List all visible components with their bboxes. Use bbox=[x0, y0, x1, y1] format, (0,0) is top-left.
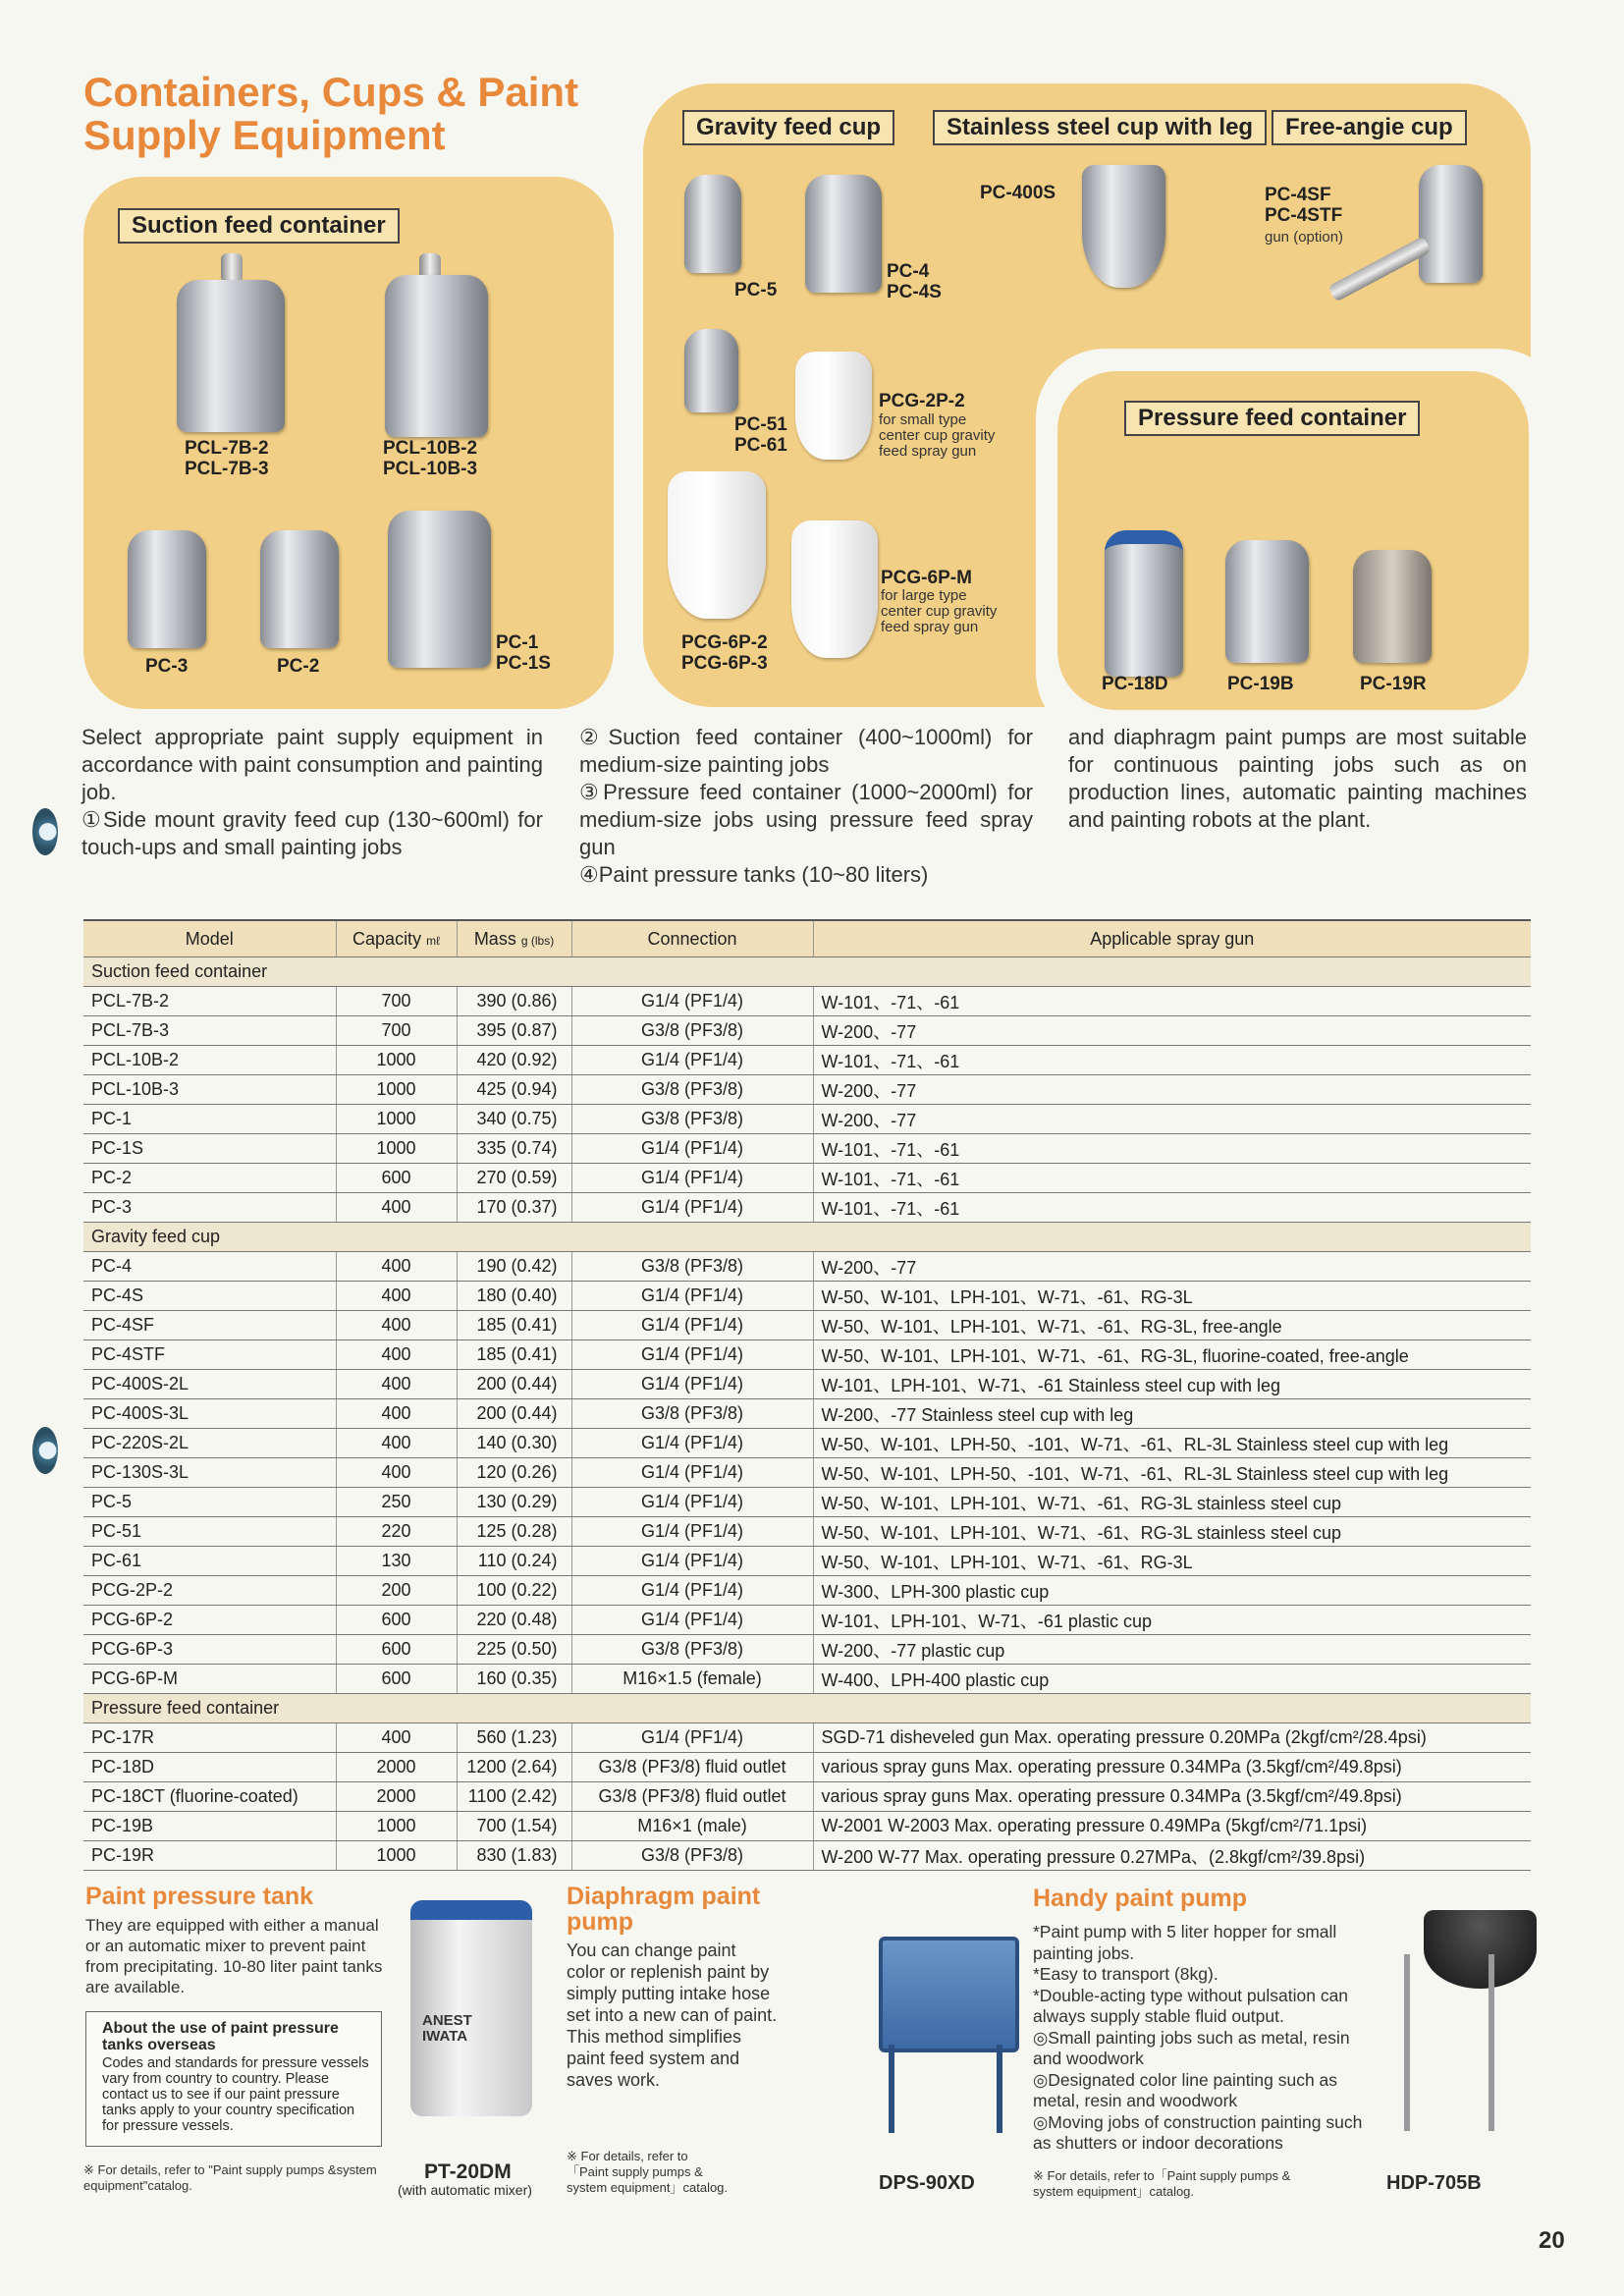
cell-mass: 700 (1.54) bbox=[457, 1812, 571, 1841]
cell-model: PC-2 bbox=[83, 1164, 336, 1193]
pressure-tank-image bbox=[410, 1900, 532, 2116]
cup-image-pcg6p2 bbox=[668, 471, 766, 619]
cell-mass: 395 (0.87) bbox=[457, 1016, 571, 1046]
product-label-pc5: PC-5 bbox=[734, 280, 778, 301]
pump-leg bbox=[889, 2045, 894, 2133]
cell-connection: G3/8 (PF3/8) bbox=[571, 1075, 813, 1105]
cell-gun: W-101、-71、-61 bbox=[813, 1046, 1531, 1075]
title-line-2: Supply Equipment bbox=[83, 112, 446, 158]
cell-mass: 390 (0.86) bbox=[457, 987, 571, 1016]
cell-model: PC-5 bbox=[83, 1488, 336, 1517]
product-label-pc3: PC-3 bbox=[145, 656, 189, 677]
cell-capacity: 2000 bbox=[336, 1782, 457, 1812]
index-tab-icon bbox=[32, 1427, 58, 1474]
table-header-row bbox=[83, 920, 1531, 957]
handy-footnote: ※ For details, refer to「Paint supply pumps & system equipment」catalog. bbox=[1033, 2168, 1291, 2199]
tank-title: Paint pressure tank bbox=[85, 1883, 314, 1910]
cell-model: PCG-6P-2 bbox=[83, 1606, 336, 1635]
cell-capacity: 1000 bbox=[336, 1075, 457, 1105]
cell-gun: various spray guns Max. operating pressure 0.34MPa (3.5kgf/cm²/49.8psi) bbox=[813, 1753, 1531, 1782]
cell-gun: W-50、W-101、LPH-101、W-71、-61、RG-3L stainless steel cup bbox=[813, 1517, 1531, 1547]
diaphragm-model: DPS-90XD bbox=[879, 2172, 975, 2194]
index-tab-icon bbox=[32, 808, 58, 855]
table-row bbox=[83, 1399, 1531, 1429]
product-label-pcl10b: PCL-10B-2 PCL-10B-3 bbox=[383, 438, 478, 479]
cell-gun: W-50、W-101、LPH-101、W-71、-61、RG-3L, free-angle bbox=[813, 1311, 1531, 1340]
cell-mass: 200 (0.44) bbox=[457, 1399, 571, 1429]
product-label-pcg6p2: PCG-6P-2 PCG-6P-3 bbox=[681, 632, 768, 674]
table-section-title: Gravity feed cup bbox=[83, 1223, 1531, 1252]
cell-mass: 1200 (2.64) bbox=[457, 1753, 571, 1782]
cell-capacity: 600 bbox=[336, 1665, 457, 1694]
cell-mass: 1100 (2.42) bbox=[457, 1782, 571, 1812]
cell-gun: W-50、W-101、LPH-50、-101、W-71、-61、RL-3L Stainless steel cup with leg bbox=[813, 1429, 1531, 1458]
spec-table bbox=[83, 919, 1531, 1871]
container-image-pc1 bbox=[388, 511, 491, 668]
product-label-pcg2p2: PCG-2P-2 bbox=[879, 391, 965, 411]
table-row bbox=[83, 1164, 1531, 1193]
cell-mass: 130 (0.29) bbox=[457, 1488, 571, 1517]
cell-model: PC-4S bbox=[83, 1282, 336, 1311]
cell-capacity: 400 bbox=[336, 1370, 457, 1399]
cell-gun: W-200、-77 bbox=[813, 1016, 1531, 1046]
container-image-pcl7b bbox=[177, 280, 285, 432]
cell-capacity: 400 bbox=[336, 1252, 457, 1282]
cell-connection: G3/8 (PF3/8) bbox=[571, 1105, 813, 1134]
cell-model: PCL-10B-2 bbox=[83, 1046, 336, 1075]
tank-body: They are equipped with either a manual or an automatic mixer to prevent paint from precipitating. 10-80 liter paint tanks are available. bbox=[85, 1916, 383, 1996]
container-image-pc19b bbox=[1225, 540, 1309, 663]
table-row bbox=[83, 1812, 1531, 1841]
cell-capacity: 600 bbox=[336, 1635, 457, 1665]
table-section-row bbox=[83, 1223, 1531, 1252]
cell-connection: G1/4 (PF1/4) bbox=[571, 1046, 813, 1075]
container-lid bbox=[221, 253, 243, 283]
pressure-panel-label: Pressure feed container bbox=[1124, 401, 1420, 436]
cup-image-pc5 bbox=[684, 175, 741, 273]
freeangle-panel-label: Free-angie cup bbox=[1272, 110, 1467, 145]
cell-connection: G1/4 (PF1/4) bbox=[571, 1370, 813, 1399]
cell-model: PCL-7B-3 bbox=[83, 1016, 336, 1046]
table-row bbox=[83, 1340, 1531, 1370]
cell-mass: 220 (0.48) bbox=[457, 1606, 571, 1635]
table-row bbox=[83, 1134, 1531, 1164]
container-image-pc18d bbox=[1105, 530, 1183, 677]
cell-gun: W-101、LPH-101、W-71、-61 Stainless steel cup with leg bbox=[813, 1370, 1531, 1399]
cell-model: PC-18D bbox=[83, 1753, 336, 1782]
cup-image-pc400s bbox=[1082, 165, 1165, 288]
product-note-pcg6pm: for large type center cup gravity feed spray gun bbox=[881, 587, 998, 635]
product-label-pc2: PC-2 bbox=[277, 656, 320, 677]
table-row bbox=[83, 1517, 1531, 1547]
pump-leg bbox=[997, 2045, 1002, 2133]
cell-connection: G1/4 (PF1/4) bbox=[571, 1134, 813, 1164]
cell-capacity: 600 bbox=[336, 1164, 457, 1193]
brand-logo: ANEST IWATA bbox=[422, 2012, 472, 2045]
cell-gun: SGD-71 disheveled gun Max. operating pressure 0.20MPa (2kgf/cm²/28.4psi) bbox=[813, 1723, 1531, 1753]
col-header-connection: Connection bbox=[571, 920, 813, 957]
handy-pump-frame-image bbox=[1404, 1954, 1494, 2131]
cell-connection: G1/4 (PF1/4) bbox=[571, 987, 813, 1016]
cup-image-pc4 bbox=[805, 175, 882, 293]
container-image-pc3 bbox=[128, 530, 206, 648]
table-row bbox=[83, 1606, 1531, 1635]
product-label-pc4sf: PC-4SF PC-4STF bbox=[1265, 185, 1343, 226]
cell-gun: W-200、-77 plastic cup bbox=[813, 1635, 1531, 1665]
container-image-pc19r bbox=[1353, 550, 1432, 663]
cell-connection: G1/4 (PF1/4) bbox=[571, 1164, 813, 1193]
tank-footnote: ※ For details, refer to "Paint supply pumps &system equipment"catalog. bbox=[83, 2162, 377, 2193]
cell-model: PC-18CT (fluorine-coated) bbox=[83, 1782, 336, 1812]
table-row bbox=[83, 1723, 1531, 1753]
cell-capacity: 600 bbox=[336, 1606, 457, 1635]
product-label-pc19r: PC-19R bbox=[1360, 674, 1427, 694]
cell-model: PCL-10B-3 bbox=[83, 1075, 336, 1105]
cell-mass: 100 (0.22) bbox=[457, 1576, 571, 1606]
table-row bbox=[83, 987, 1531, 1016]
cell-connection: G1/4 (PF1/4) bbox=[571, 1723, 813, 1753]
intro-column-3: and diaphragm paint pumps are most suitable for continuous painting jobs such as on production lines, automatic painting machines and painting robots at the plant. bbox=[1068, 725, 1527, 832]
product-label-pcg6pm: PCG-6P-M bbox=[881, 568, 972, 588]
col-header-model: Model bbox=[83, 920, 336, 957]
cell-connection: G1/4 (PF1/4) bbox=[571, 1340, 813, 1370]
cell-gun: W-50、W-101、LPH-101、W-71、-61、RG-3L, fluorine-coated, free-angle bbox=[813, 1340, 1531, 1370]
cell-model: PC-220S-2L bbox=[83, 1429, 336, 1458]
cell-mass: 425 (0.94) bbox=[457, 1075, 571, 1105]
diaphragm-pump-image bbox=[879, 1937, 1019, 2052]
cell-connection: G1/4 (PF1/4) bbox=[571, 1576, 813, 1606]
cell-capacity: 130 bbox=[336, 1547, 457, 1576]
cell-connection: G1/4 (PF1/4) bbox=[571, 1547, 813, 1576]
cell-connection: G3/8 (PF3/8) bbox=[571, 1399, 813, 1429]
cell-connection: G1/4 (PF1/4) bbox=[571, 1193, 813, 1223]
table-section-row bbox=[83, 957, 1531, 987]
table-row bbox=[83, 1458, 1531, 1488]
cell-model: PC-19B bbox=[83, 1812, 336, 1841]
cell-gun: W-200、-77 Stainless steel cup with leg bbox=[813, 1399, 1531, 1429]
cell-gun: W-101、-71、-61 bbox=[813, 1164, 1531, 1193]
cell-model: PC-19R bbox=[83, 1841, 336, 1871]
cell-mass: 120 (0.26) bbox=[457, 1458, 571, 1488]
handy-title: Handy paint pump bbox=[1033, 1885, 1248, 1912]
product-label-pcl7b: PCL-7B-2 PCL-7B-3 bbox=[185, 438, 269, 479]
cell-mass: 170 (0.37) bbox=[457, 1193, 571, 1223]
diaphragm-footnote: ※ For details, refer to 「Paint supply pumps & system equipment」catalog. bbox=[567, 2149, 729, 2195]
cell-connection: G3/8 (PF3/8) bbox=[571, 1841, 813, 1871]
cell-model: PCG-6P-M bbox=[83, 1665, 336, 1694]
product-note-gun: gun (option) bbox=[1265, 229, 1344, 246]
cell-mass: 200 (0.44) bbox=[457, 1370, 571, 1399]
cell-connection: G3/8 (PF3/8) bbox=[571, 1252, 813, 1282]
cell-mass: 225 (0.50) bbox=[457, 1635, 571, 1665]
table-row bbox=[83, 1429, 1531, 1458]
cell-capacity: 400 bbox=[336, 1311, 457, 1340]
cell-capacity: 1000 bbox=[336, 1812, 457, 1841]
cell-gun: W-50、W-101、LPH-101、W-71、-61、RG-3L bbox=[813, 1282, 1531, 1311]
cell-capacity: 400 bbox=[336, 1399, 457, 1429]
container-image-pc2 bbox=[260, 530, 339, 648]
table-row bbox=[83, 1576, 1531, 1606]
cell-connection: G1/4 (PF1/4) bbox=[571, 1429, 813, 1458]
cell-model: PC-4STF bbox=[83, 1340, 336, 1370]
cell-gun: W-200、-77 bbox=[813, 1252, 1531, 1282]
tank-notice-body: Codes and standards for pressure vessels vary from country to country. Please contact us to see if our paint pressure tanks apply to your country specification for pressure vessels. bbox=[102, 2055, 369, 2134]
cell-mass: 185 (0.41) bbox=[457, 1311, 571, 1340]
cell-capacity: 1000 bbox=[336, 1134, 457, 1164]
table-row bbox=[83, 1782, 1531, 1812]
cell-model: PC-4 bbox=[83, 1252, 336, 1282]
cell-connection: M16×1.5 (female) bbox=[571, 1665, 813, 1694]
tank-notice-box bbox=[85, 2011, 382, 2147]
cell-connection: G1/4 (PF1/4) bbox=[571, 1517, 813, 1547]
table-row bbox=[83, 1016, 1531, 1046]
cell-model: PCL-7B-2 bbox=[83, 987, 336, 1016]
cell-capacity: 2000 bbox=[336, 1753, 457, 1782]
table-row bbox=[83, 1193, 1531, 1223]
handy-model: HDP-705B bbox=[1386, 2172, 1482, 2194]
table-row bbox=[83, 1046, 1531, 1075]
cell-gun: various spray guns Max. operating pressure 0.34MPa (3.5kgf/cm²/49.8psi) bbox=[813, 1782, 1531, 1812]
table-row bbox=[83, 1753, 1531, 1782]
table-row bbox=[83, 1841, 1531, 1871]
stainless-panel-label: Stainless steel cup with leg bbox=[933, 110, 1267, 145]
container-image-pcl10b bbox=[385, 275, 488, 437]
cell-capacity: 400 bbox=[336, 1282, 457, 1311]
cell-gun: W-101、-71、-61 bbox=[813, 987, 1531, 1016]
cell-mass: 340 (0.75) bbox=[457, 1105, 571, 1134]
cell-model: PC-51 bbox=[83, 1517, 336, 1547]
cell-gun: W-200 W-77 Max. operating pressure 0.27MPa、(2.8kgf/cm²/39.8psi) bbox=[813, 1841, 1531, 1871]
cell-model: PC-1 bbox=[83, 1105, 336, 1134]
cell-gun: W-300、LPH-300 plastic cup bbox=[813, 1576, 1531, 1606]
table-row bbox=[83, 1105, 1531, 1134]
cell-mass: 110 (0.24) bbox=[457, 1547, 571, 1576]
cell-mass: 830 (1.83) bbox=[457, 1841, 571, 1871]
cell-model: PC-3 bbox=[83, 1193, 336, 1223]
diaphragm-body: You can change paint color or replenish paint by simply putting intake hose set into a new can of paint. This method simplifies paint feed system and saves work. bbox=[567, 1941, 778, 2090]
cell-gun: W-50、W-101、LPH-101、W-71、-61、RG-3L stainless steel cup bbox=[813, 1488, 1531, 1517]
cell-connection: G1/4 (PF1/4) bbox=[571, 1488, 813, 1517]
cup-image-pcg2p2 bbox=[795, 352, 872, 460]
table-row bbox=[83, 1488, 1531, 1517]
cell-capacity: 400 bbox=[336, 1340, 457, 1370]
cell-connection: G1/4 (PF1/4) bbox=[571, 1606, 813, 1635]
cell-model: PCG-2P-2 bbox=[83, 1576, 336, 1606]
table-row bbox=[83, 1311, 1531, 1340]
table-section-row bbox=[83, 1694, 1531, 1723]
cell-capacity: 250 bbox=[336, 1488, 457, 1517]
cell-mass: 420 (0.92) bbox=[457, 1046, 571, 1075]
table-section-title: Pressure feed container bbox=[83, 1694, 1531, 1723]
cup-image-pc4sf bbox=[1419, 165, 1483, 283]
product-label-pc1: PC-1 PC-1S bbox=[496, 632, 551, 674]
tank-notice-title: About the use of paint pressure tanks overseas bbox=[102, 2020, 339, 2053]
cell-capacity: 1000 bbox=[336, 1046, 457, 1075]
title-line-1: Containers, Cups & Paint bbox=[83, 69, 579, 115]
cell-connection: M16×1 (male) bbox=[571, 1812, 813, 1841]
cell-capacity: 400 bbox=[336, 1458, 457, 1488]
cell-model: PC-130S-3L bbox=[83, 1458, 336, 1488]
cell-connection: G1/4 (PF1/4) bbox=[571, 1311, 813, 1340]
col-header-gun: Applicable spray gun bbox=[813, 920, 1531, 957]
cell-model: PC-61 bbox=[83, 1547, 336, 1576]
cell-capacity: 1000 bbox=[336, 1105, 457, 1134]
product-label-pc19b: PC-19B bbox=[1227, 674, 1294, 694]
cell-capacity: 700 bbox=[336, 987, 457, 1016]
cell-capacity: 700 bbox=[336, 1016, 457, 1046]
tank-model: PT-20DM bbox=[424, 2160, 512, 2183]
cell-mass: 185 (0.41) bbox=[457, 1340, 571, 1370]
cell-model: PC-17R bbox=[83, 1723, 336, 1753]
cell-connection: G1/4 (PF1/4) bbox=[571, 1282, 813, 1311]
gravity-panel-label: Gravity feed cup bbox=[682, 110, 894, 145]
cell-gun: W-50、W-101、LPH-101、W-71、-61、RG-3L bbox=[813, 1547, 1531, 1576]
cell-model: PC-1S bbox=[83, 1134, 336, 1164]
cell-mass: 180 (0.40) bbox=[457, 1282, 571, 1311]
cell-capacity: 220 bbox=[336, 1517, 457, 1547]
cell-mass: 140 (0.30) bbox=[457, 1429, 571, 1458]
cell-gun: W-400、LPH-400 plastic cup bbox=[813, 1665, 1531, 1694]
table-row bbox=[83, 1635, 1531, 1665]
handy-body: *Paint pump with 5 liter hopper for small painting jobs. *Easy to transport (8kg). *Double-acting type without pulsation can always supply stable fluid output. ◎Small painting jobs such as metal, resin and woodwork ◎Designated color line painting such as metal, resin and woodwork ◎Moving jobs of construction painting such as shutters or indoor decorations bbox=[1033, 1922, 1363, 2153]
cell-capacity: 400 bbox=[336, 1723, 457, 1753]
cell-mass: 190 (0.42) bbox=[457, 1252, 571, 1282]
cell-mass: 160 (0.35) bbox=[457, 1665, 571, 1694]
cell-mass: 560 (1.23) bbox=[457, 1723, 571, 1753]
product-note-pcg2p2: for small type center cup gravity feed spray gun bbox=[879, 411, 996, 460]
cell-capacity: 200 bbox=[336, 1576, 457, 1606]
cell-gun: W-101、LPH-101、W-71、-61 plastic cup bbox=[813, 1606, 1531, 1635]
cell-gun: W-101、-71、-61 bbox=[813, 1193, 1531, 1223]
product-label-pc51: PC-51 PC-61 bbox=[734, 414, 787, 456]
cell-model: PC-400S-3L bbox=[83, 1399, 336, 1429]
cell-capacity: 400 bbox=[336, 1429, 457, 1458]
table-row bbox=[83, 1547, 1531, 1576]
cell-connection: G3/8 (PF3/8) bbox=[571, 1635, 813, 1665]
intro-column-2: ②Suction feed container (400~1000ml) for medium-size painting jobs ③Pressure feed container (1000~2000ml) for medium-size jobs using pressure feed spray gun ④Paint pressure tanks (10~80 liters) bbox=[579, 725, 1033, 887]
cell-gun: W-200、-77 bbox=[813, 1075, 1531, 1105]
product-label-pc18d: PC-18D bbox=[1102, 674, 1168, 694]
cell-connection: G1/4 (PF1/4) bbox=[571, 1458, 813, 1488]
cell-gun: W-200、-77 bbox=[813, 1105, 1531, 1134]
table-row bbox=[83, 1252, 1531, 1282]
cell-model: PCG-6P-3 bbox=[83, 1635, 336, 1665]
col-header-capacity: Capacity mℓ bbox=[336, 920, 457, 957]
cell-connection: G3/8 (PF3/8) fluid outlet bbox=[571, 1753, 813, 1782]
table-row bbox=[83, 1075, 1531, 1105]
product-label-pc4: PC-4 PC-4S bbox=[887, 261, 942, 302]
diaphragm-title: Diaphragm paint pump bbox=[567, 1883, 761, 1936]
table-row bbox=[83, 1370, 1531, 1399]
page-number: 20 bbox=[1539, 2227, 1565, 2254]
product-label-pc400s: PC-400S bbox=[980, 183, 1056, 203]
cell-gun: W-2001 W-2003 Max. operating pressure 0.49MPa (5kgf/cm²/71.1psi) bbox=[813, 1812, 1531, 1841]
page-title bbox=[83, 71, 578, 157]
cell-gun: W-50、W-101、LPH-50、-101、W-71、-61、RL-3L Stainless steel cup with leg bbox=[813, 1458, 1531, 1488]
table-section-title: Suction feed container bbox=[83, 957, 1531, 987]
intro-column-1: Select appropriate paint supply equipment in accordance with paint consumption and painting job. ①Side mount gravity feed cup (130~600ml) for touch-ups and small painting jobs bbox=[81, 725, 543, 859]
cell-capacity: 400 bbox=[336, 1193, 457, 1223]
col-header-mass: Mass g (lbs) bbox=[457, 920, 571, 957]
cell-mass: 125 (0.28) bbox=[457, 1517, 571, 1547]
table-row bbox=[83, 1282, 1531, 1311]
cup-image-pc51 bbox=[684, 329, 738, 412]
cell-gun: W-101、-71、-61 bbox=[813, 1134, 1531, 1164]
cell-connection: G3/8 (PF3/8) fluid outlet bbox=[571, 1782, 813, 1812]
cell-capacity: 1000 bbox=[336, 1841, 457, 1871]
cell-connection: G3/8 (PF3/8) bbox=[571, 1016, 813, 1046]
cell-model: PC-4SF bbox=[83, 1311, 336, 1340]
cup-image-pcg6pm bbox=[791, 520, 878, 658]
cell-model: PC-400S-2L bbox=[83, 1370, 336, 1399]
cell-mass: 270 (0.59) bbox=[457, 1164, 571, 1193]
tank-model-note: (with automatic mixer) bbox=[398, 2182, 532, 2198]
suction-panel-label: Suction feed container bbox=[118, 208, 400, 244]
table-row bbox=[83, 1665, 1531, 1694]
cell-mass: 335 (0.74) bbox=[457, 1134, 571, 1164]
